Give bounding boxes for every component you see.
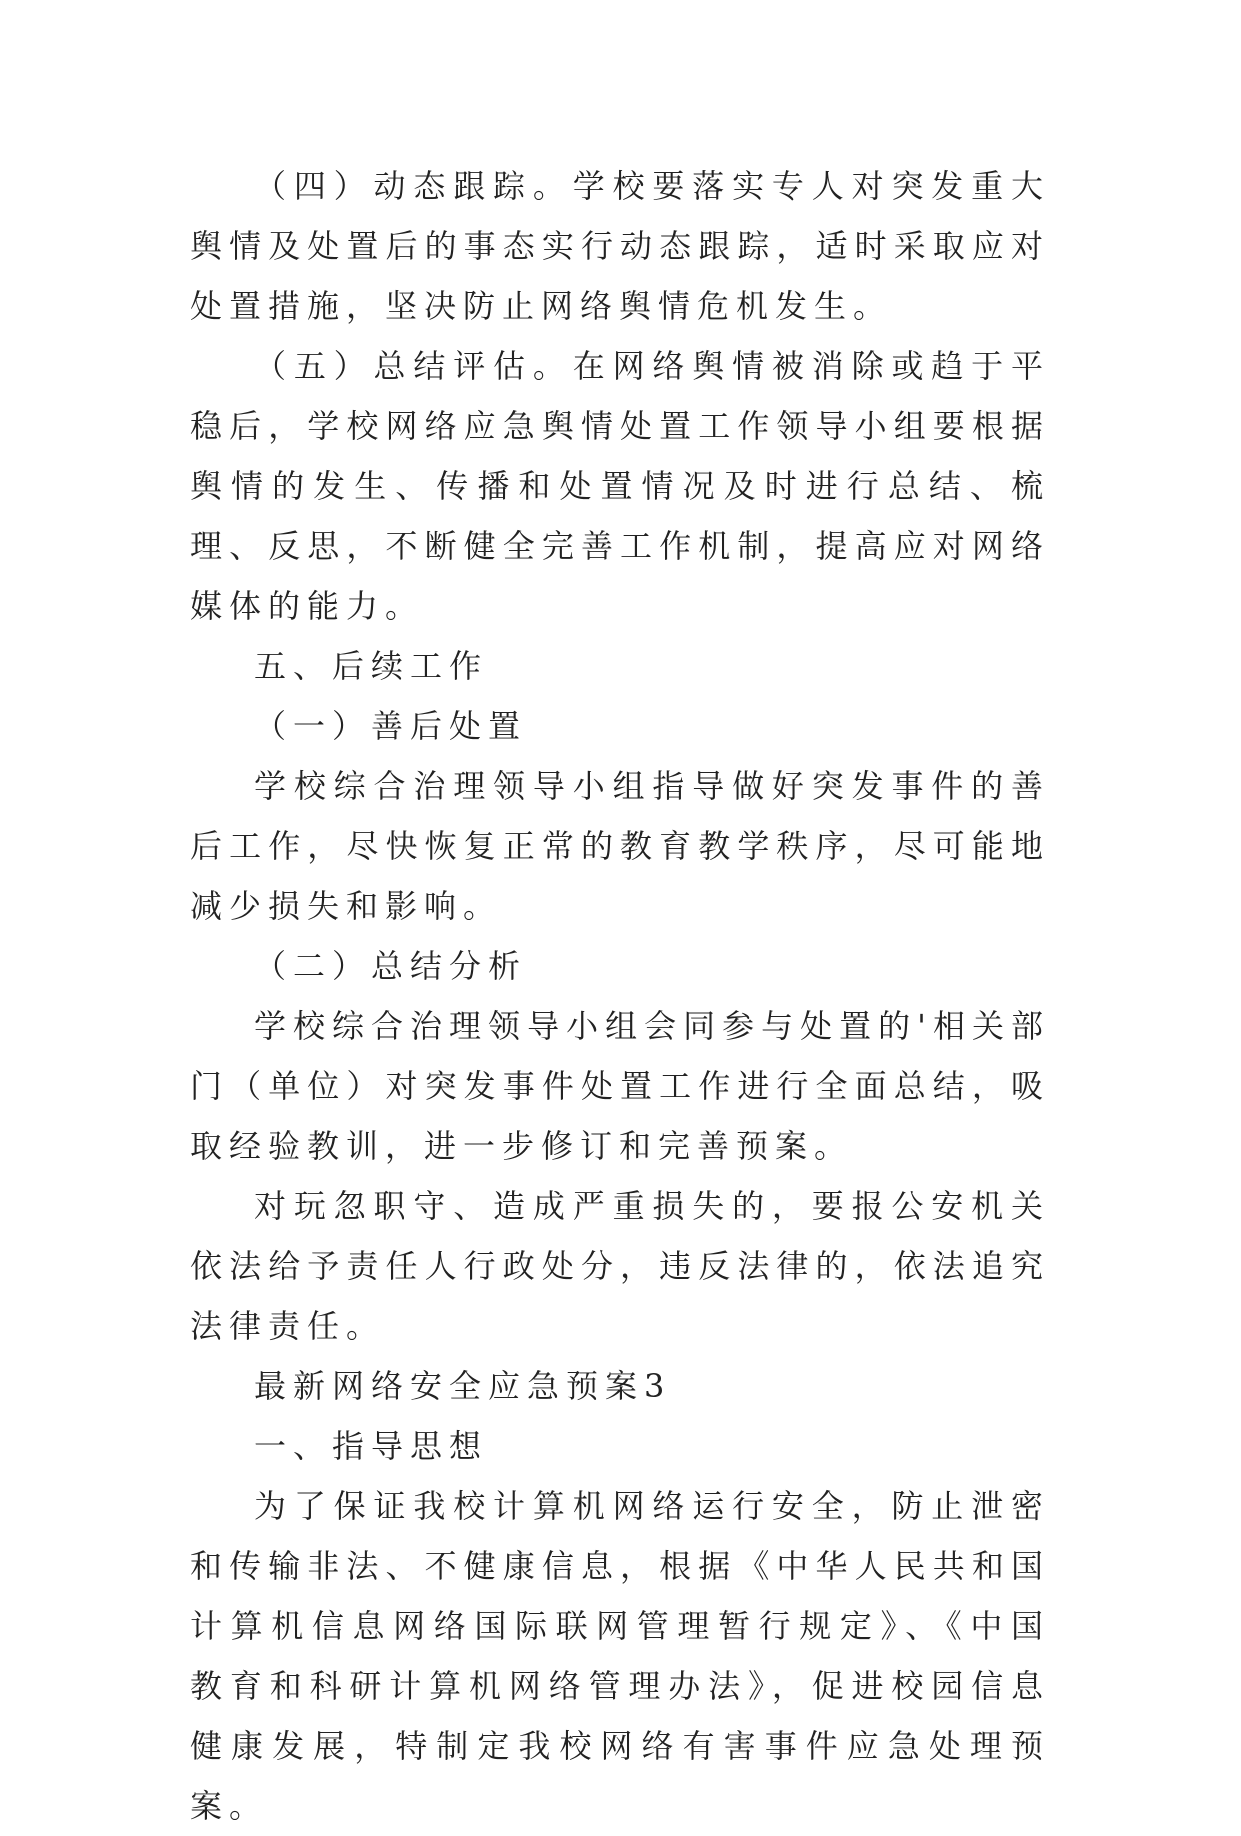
paragraph-summary-evaluation: （五）总结评估。在网络舆情被消除或趋于平稳后，学校网络应急舆情处置工作领导小组要根据舆情的发生、传播和处置情况及时进行总结、梳理、反思，不断健全完善工作机制，提高应对网络媒体的能力。 bbox=[190, 347, 1050, 625]
subsection-heading-analysis: （二）总结分析 bbox=[254, 947, 528, 985]
subsection-heading-aftermath: （一）善后处置 bbox=[254, 707, 528, 745]
document-body bbox=[190, 156, 1050, 1836]
paragraph-guiding-ideology: 为了保证我校计算机网络运行安全，防止泄密和传输非法、不健康信息，根据《中华人民共和国计算机信息网络国际联网管理暂行规定》、《中国教育和科研计算机网络管理办法》，促进校园信息健康发展，特制定我校网络有害事件应急处理预案。 bbox=[190, 1487, 1050, 1825]
section-heading-guiding-ideology: 一、指导思想 bbox=[254, 1427, 489, 1465]
document-title-plan-3: 最新网络安全应急预案3 bbox=[254, 1367, 672, 1405]
paragraph-accountability: 对玩忽职守、造成严重损失的，要报公安机关依法给予责任人行政处分，违反法律的，依法追究法律责任。 bbox=[190, 1187, 1050, 1345]
paragraph-dynamic-tracking: （四）动态跟踪。学校要落实专人对突发重大舆情及处置后的事态实行动态跟踪，适时采取应对处置措施，坚决防止网络舆情危机发生。 bbox=[190, 167, 1050, 325]
paragraph-aftermath: 学校综合治理领导小组指导做好突发事件的善后工作，尽快恢复正常的教育教学秩序，尽可能地减少损失和影响。 bbox=[190, 767, 1050, 925]
paragraph-analysis: 学校综合治理领导小组会同参与处置的'相关部门（单位）对突发事件处置工作进行全面总结，吸取经验教训，进一步修订和完善预案。 bbox=[190, 1007, 1050, 1165]
section-heading-follow-up-work: 五、后续工作 bbox=[254, 647, 489, 685]
